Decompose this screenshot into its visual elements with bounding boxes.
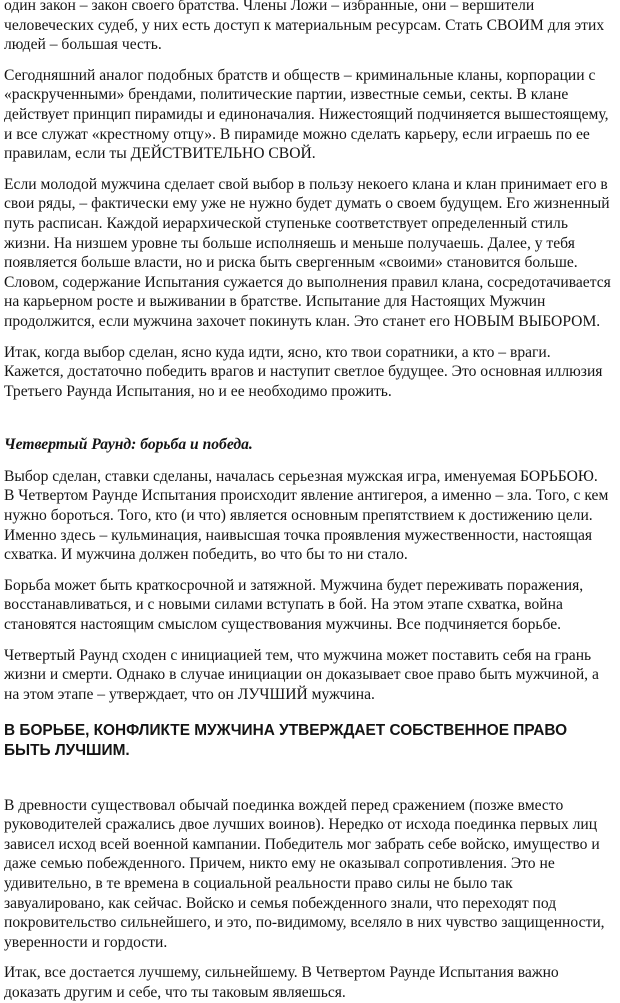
paragraph-conclusion: Итак, все достается лучшему, сильнейшему. В Четвертом Раунде Испытания важно доказать другим и себе, что ты таковым являешься. [4,964,559,1001]
paragraph-struggle-duration: Борьба может быть краткосрочной и затяжной. Мужчина будет переживать поражения, восстанавливаться, и с новыми силами вступать в бой. На этом этапе схватка, война становятся настоящим смыслом существования мужчины. Все подчиняется борьбе. [4,576,584,634]
paragraph-initiation-comparison: Четвертый Раунд сходен с инициацией тем, что мужчина может поставить себя на грань жизни и смерти. Однако в случае инициации он доказывает свое право быть мужчиной, а на этом этапе – утверждает, что он ЛУЧШИЙ мужчина. [4,646,599,703]
paragraph-struggle-begins: Выбор сделан, ставки сделаны, началась серьезная мужская игра, именуемая БОРЬБОЮ. В Четвертом Раунде Испытания происходит явление антигероя, а именно – зла. Того, с кем нужно бороться. Того, кто (и что) является основным препятствием к достижению цели. Именно здесь – кульминация, наивысшая точка проявления мужественности, настоящая схватка. И мужчина должен победить, во что бы то ни стало. [4,467,609,564]
paragraph-modern-analogues: Сегодняшний аналог подобных братств и обществ – криминальные кланы, корпорации с «раскрученными» брендами, политические партии, известные семьи, секты. В клане действует принцип пирамиды и единоначалия. Нижестоящий подчиняется вышестоящему, и все служат «крестному отцу». В пирамиде можно сделать карьеру, если играешь по ее правилам, если ты ДЕЙСТВИТЕЛЬНО СВОЙ. [4,66,609,163]
paragraph-third-round-illusion: Итак, когда выбор сделан, ясно куда идти, ясно, кто твои соратники, а кто – враги. Кажется, достаточно победить врагов и наступит светлое будущее. Это основная иллюзия Третьего Раунда Испытания, но и ее необходимо прожить. [4,343,603,400]
section-heading-fourth-round: Четвертый Раунд: борьба и победа. [4,436,253,454]
emphasis-heading-best-right: В БОРЬБЕ, КОНФЛИКТЕ МУЖЧИНА УТВЕРЖДАЕТ СОБСТВЕННОЕ ПРАВО БЫТЬ ЛУЧШИМ. [4,722,568,759]
paragraph-ancient-duel: В древности существовал обычай поединка вождей перед сражением (позже вместо руководителей сражались двое лучших воинов). Нередко от исхода поединка первых лиц зависел исход всей военной кампании. Победитель мог забрать себе войско, имущество и даже семью побежденного. Причем, никто ему не оказывал сопротивления. Это не удивительно, в те времена в социальной реальности право силы не было так завуалировано, как сейчас. Войско и семья побежденного знали, что переходят под покровительство сильнейшего, и это, по-видимому, вселяло в них чувство защищенности, уверенности и гордости. [4,796,605,951]
paragraph-clan-choice: Если молодой мужчина сделает свой выбор в пользу некоего клана и клан принимает его в свои ряды, – фактически ему уже не нужно будет думать о своем будущем. Его жизненный путь расписан. Каждой иерархической ступеньке соответствует определенный стиль жизни. На низшем уровне ты больше исполняешь и меньше получаешь. Далее, у тебя появляется больше власти, но и риска быть свергенным «своими» становится больше. Словом, содержание Испытания сужается до выполнения правил клана, сосредотачивается на карьерном росте и выживании в братстве. Испытание для Настоящих Мужчин продолжится, если мужчина захочет покинуть клан. Это станет его НОВЫМ ВЫБОРОМ. [4,175,611,330]
document-page [4,0,612,1003]
paragraph-lodge-members: один закон – закон своего братства. Члены Ложи – избранные, они – вершители человеческих судеб, у них есть доступ к материальным ресурсам. Стать СВОИМ для этих людей – большая честь. [4,0,605,54]
